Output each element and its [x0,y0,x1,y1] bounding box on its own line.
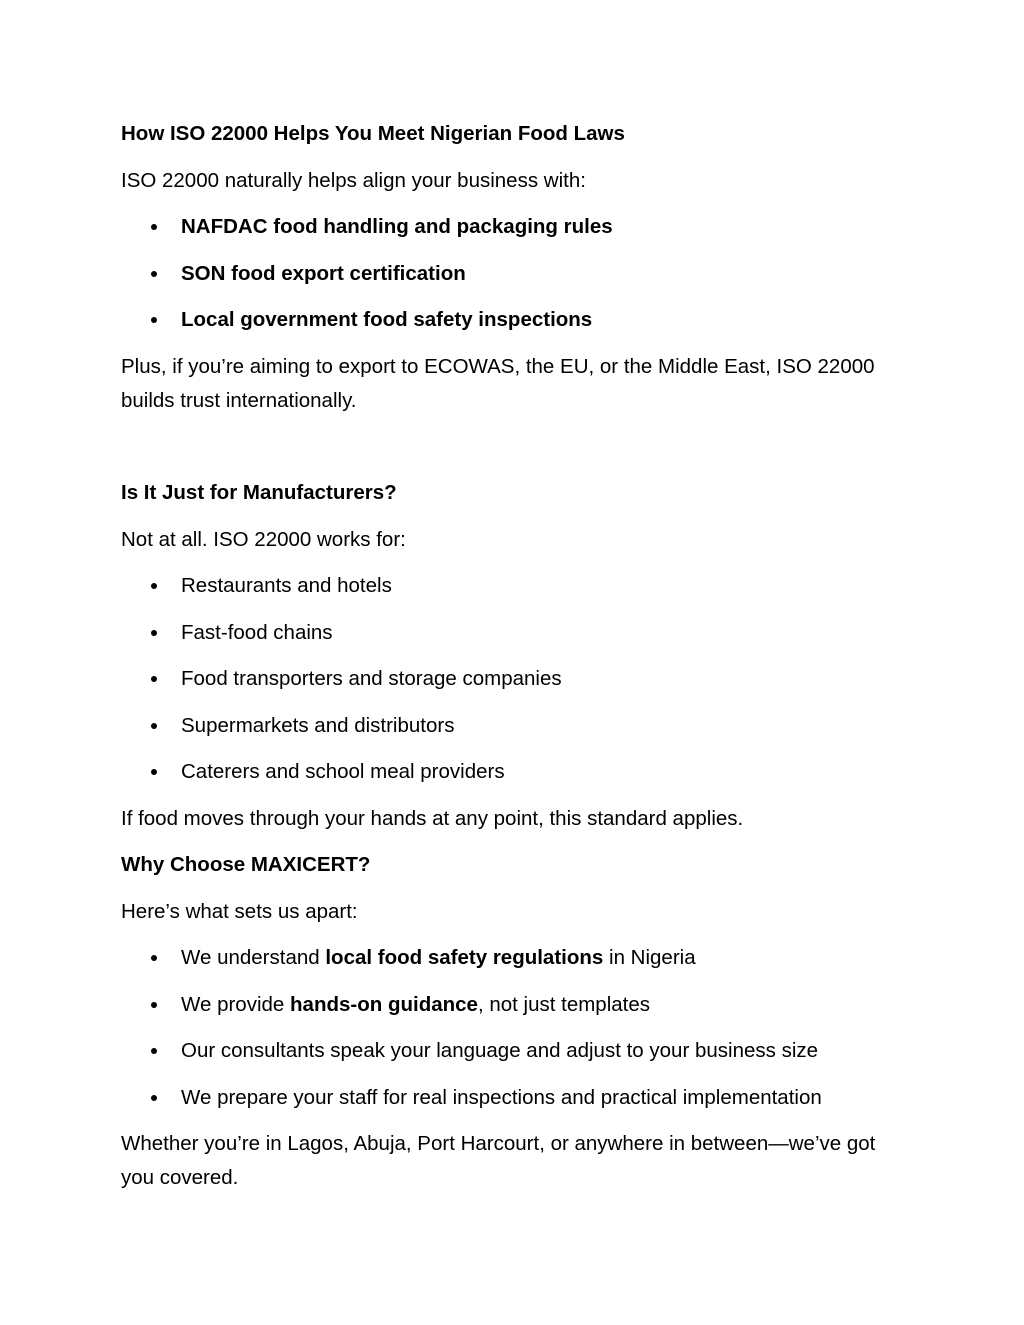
section1-outro: Plus, if you’re aiming to export to ECOWAS, the EU, or the Middle East, ISO 22000 builds trust internationally. [121,354,875,412]
bullet-icon [151,1002,157,1008]
bullet-icon [151,317,157,323]
business-types-list [121,569,911,789]
list-item: Restaurants and hotels [121,569,911,603]
section2-intro: Not at all. ISO 22000 works for: [121,527,406,551]
bullet-icon [151,1048,157,1054]
section-heading-nigerian-food-laws: How ISO 22000 Helps You Meet Nigerian Food Laws [121,122,625,145]
bullet-icon [151,769,157,775]
list-item: We prepare your staff for real inspections and practical implementation [121,1081,911,1115]
section3-intro: Here’s what sets us apart: [121,899,358,923]
section3-outro: Whether you’re in Lagos, Abuja, Port Harcourt, or anywhere in between—we’ve got you covered. [121,1132,876,1189]
bullet-icon [151,723,157,729]
reasons-list [121,941,911,1115]
list-item: Local government food safety inspections [121,303,911,337]
bullet-icon [151,676,157,682]
section-spacer [121,430,911,476]
list-item: SON food export certification [121,257,911,291]
bullet-icon [151,1095,157,1101]
list-item: We provide hands-on guidance, not just templates [121,988,911,1022]
section2-outro: If food moves through your hands at any point, this standard applies. [121,806,744,830]
bullet-icon [151,955,157,961]
list-item: Caterers and school meal providers [121,755,911,789]
bullet-icon [151,583,157,589]
list-item: Our consultants speak your language and adjust to your business size [121,1034,911,1068]
list-item: Fast-food chains [121,616,911,650]
list-item: We understand local food safety regulations in Nigeria [121,941,911,975]
nigerian-laws-list [121,210,911,337]
bullet-icon [151,630,157,636]
list-item: Food transporters and storage companies [121,662,911,696]
bullet-icon [151,271,157,277]
section-heading-manufacturers: Is It Just for Manufacturers? [121,481,397,504]
document-page [121,117,911,1208]
list-item: Supermarkets and distributors [121,709,911,743]
bullet-icon [151,224,157,230]
list-item: NAFDAC food handling and packaging rules [121,210,911,244]
section-heading-why-maxicert: Why Choose MAXICERT? [121,853,371,876]
section1-intro: ISO 22000 naturally helps align your business with: [121,168,586,192]
